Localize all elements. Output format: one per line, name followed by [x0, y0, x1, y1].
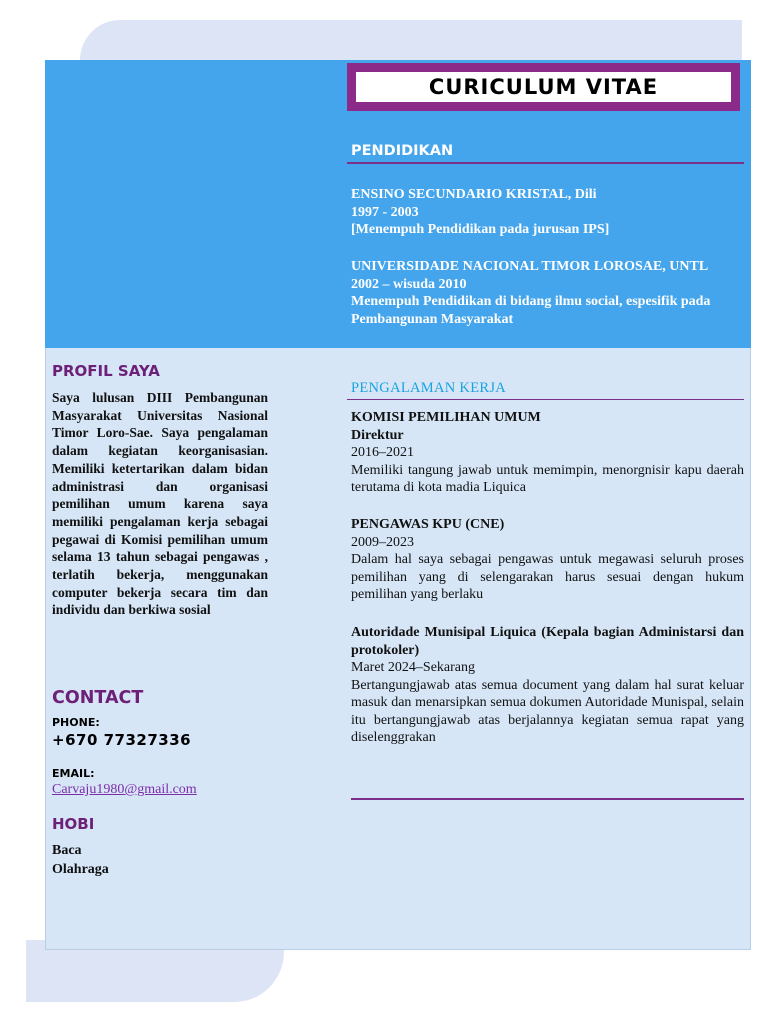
education-school: UNIVERSIDADE NACIONAL TIMOR LOROSAE, UNTL [351, 259, 709, 274]
experience-heading: PENGALAMAN KERJA [351, 380, 507, 396]
education-heading: PENDIDIKAN [351, 143, 454, 159]
education-school: ENSINO SECUNDARIO KRISTAL, Dili [351, 187, 597, 202]
job-desc: Dalam hal saya sebagai pengawas untuk megawasi seluruh proses pemilihan yang di selengarakan harus sesuai dengan hukum pemilihan yang berlaku [351, 552, 744, 602]
email-link[interactable]: Carvaju1980@gmail.com [52, 782, 197, 797]
job-desc: Bertangungjawab atas semua document yang dalam hal surat keluar masuk dan menarsipkan semua dokumen Autoridade Munispal, selain itu bertangungjawab atas berjalannya kegiatan semua rapat yang diselenggrakan [351, 677, 744, 745]
hobbies-heading: HOBI [52, 815, 95, 833]
phone-label: PHONE: [52, 716, 100, 729]
contact-heading: CONTACT [52, 688, 144, 708]
hobby-item: Olahraga [52, 862, 109, 877]
job-role: Direktur [351, 427, 404, 443]
title-frame [347, 63, 740, 111]
experience-divider [347, 399, 744, 400]
job-years: 2016–2021 [351, 445, 414, 460]
hobbies-list [52, 841, 109, 879]
job-org: PENGAWAS KPU (CNE) [351, 517, 505, 532]
bottom-divider [351, 798, 744, 800]
phone-number: +670 77327336 [52, 731, 192, 749]
job-org: Autoridade Munisipal Liquica (Kepala bagian Administarsi dan protokoler) [351, 625, 744, 658]
job-entry [351, 516, 744, 604]
education-entry [351, 186, 746, 239]
education-years: 1997 - 2003 [351, 204, 419, 220]
education-note: [Menempuh Pendidikan pada jurusan IPS] [351, 222, 610, 237]
job-entry [351, 409, 744, 497]
page-title: CURICULUM VITAE [356, 72, 731, 102]
job-org: KOMISI PEMILIHAN UMUM [351, 410, 541, 425]
job-entry [351, 624, 744, 747]
education-note: Menempuh Pendidikan di bidang ilmu social, espesifik pada Pembangunan Masyarakat [351, 294, 711, 327]
job-years: 2009–2023 [351, 534, 414, 550]
education-entry [351, 258, 746, 328]
hobby-item: Baca [52, 843, 82, 858]
background-shape-top [80, 20, 742, 60]
profile-heading: PROFIL SAYA [52, 362, 160, 380]
job-desc: Memiliki tangung jawab untuk memimpin, menorgnisir kapu daerah terutama di kota madia Liquica [351, 462, 744, 495]
education-years: 2002 – wisuda 2010 [351, 276, 467, 292]
education-divider [347, 162, 744, 164]
job-years: Maret 2024–Sekarang [351, 660, 476, 675]
profile-text: Saya lulusan DIII Pembangunan Masyarakat Universitas Nasional Timor Loro-Sae. Saya pengalaman dalam kegiatan keorganisasian. Memiliki ketertarikan dalam bidan administrasi dan organisasi pemilihan umum karena saya memiliki pengalaman kerja sebagai pegawai di Komisi pemilihan umum selama 13 tahun sebagai pengawas , terlatih bekerja, menggunakan computer bekerja secara tim dan individu dan berkiwa sosial [52, 390, 268, 618]
email-label: EMAIL: [52, 767, 95, 780]
